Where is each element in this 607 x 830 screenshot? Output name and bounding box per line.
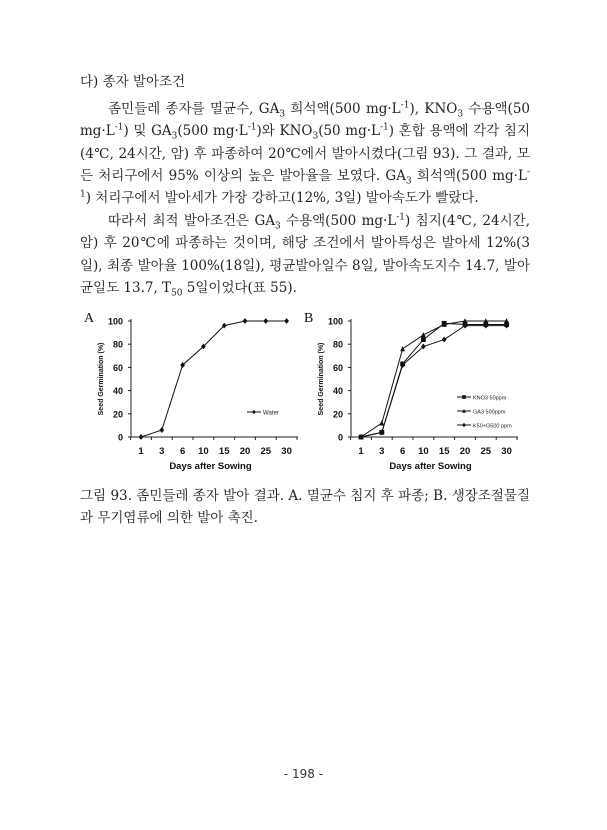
- figure-caption: 그림 93. 좀민들레 종자 발아 결과. A. 멸균수 침지 후 파종; B. 생장조절물질과 무기염류에 의한 발아 촉진.: [80, 488, 530, 526]
- y-axis-title: Seed Germination (%): [98, 342, 105, 416]
- y-tick-label: 80: [112, 339, 123, 350]
- diamond-marker: [263, 318, 268, 324]
- diamond-marker: [284, 318, 289, 324]
- x-tick-label: 10: [198, 446, 209, 457]
- y-tick-label: 0: [117, 432, 123, 443]
- series-line: [141, 321, 287, 437]
- x-tick-label: 3: [379, 446, 385, 457]
- x-tick-label: 15: [438, 446, 450, 457]
- y-tick-label: 40: [112, 386, 123, 397]
- x-tick-label: 1: [358, 446, 364, 457]
- y-axis-title: Seed Germination (%): [318, 342, 325, 416]
- series-line: [361, 321, 507, 437]
- y-tick-label: 80: [332, 339, 343, 350]
- section-heading: 다) 종자 발아조건: [80, 74, 186, 90]
- diamond-marker: [159, 427, 164, 433]
- diamond-marker: [442, 337, 447, 343]
- y-tick-label: 0: [337, 432, 343, 443]
- x-tick-label: 3: [159, 446, 165, 457]
- panel-label: A: [84, 311, 95, 326]
- y-tick-label: 40: [332, 386, 343, 397]
- x-tick-label: 20: [459, 446, 471, 457]
- x-tick-label: 25: [260, 446, 272, 457]
- diamond-marker: [462, 423, 466, 428]
- x-tick-label: 6: [399, 446, 406, 457]
- x-tick-label: 15: [218, 446, 230, 457]
- chart-b-plot: [300, 305, 525, 475]
- diamond-marker: [252, 410, 256, 415]
- x-tick-label: 25: [480, 446, 492, 457]
- panel-label: B: [304, 311, 314, 326]
- square-marker: [462, 395, 466, 399]
- x-axis-title: Days after Sowing: [389, 461, 472, 472]
- square-marker: [421, 337, 426, 342]
- x-tick-label: 30: [281, 446, 292, 457]
- y-tick-label: 20: [112, 409, 123, 420]
- x-tick-label: 20: [239, 446, 251, 457]
- x-tick-label: 1: [138, 446, 144, 457]
- legend-label: GA3 500ppm: [473, 409, 506, 416]
- chart-a: [80, 305, 300, 475]
- triangle-marker: [379, 420, 384, 425]
- legend-label: K50+G500 ppm: [473, 423, 512, 430]
- legend-label: Water: [263, 410, 279, 417]
- diamond-marker: [243, 318, 248, 324]
- diamond-marker: [139, 434, 144, 440]
- legend-label: KNO3 50ppm: [473, 395, 507, 402]
- paragraph-optimal-conditions: 따라서 최적 발아조건은 $GA_3$ 수용액(500 $mg\cdot L^{-1}$) 침지(4℃, 24시간, 암) 후 20℃에 파종하는 것이며, 해당 조건에서 발아특성은 발아세 12%(3일), 최종 발아율 100%(18일), 평균발아일수 8일, 발아속도지수 14.7, 발아균일도 13.7, $T_{50}$ 5일이었다(표 55).: [80, 212, 530, 299]
- triangle-marker: [400, 346, 405, 351]
- x-tick-label: 10: [418, 446, 429, 457]
- y-tick-label: 20: [332, 409, 343, 420]
- chart-a-plot: [80, 305, 300, 475]
- chart-b: [300, 305, 525, 475]
- y-tick-label: 60: [332, 362, 343, 373]
- y-tick-label: 60: [112, 362, 123, 373]
- x-axis-title: Days after Sowing: [169, 461, 252, 472]
- x-tick-label: 6: [179, 446, 186, 457]
- page-number: - 198 -: [283, 767, 324, 781]
- triangle-marker: [421, 332, 426, 337]
- y-tick-label: 100: [107, 316, 123, 327]
- y-tick-label: 100: [327, 316, 343, 327]
- paragraph-germination-results: 좀민들레 종자를 멸균수, $GA_3$ 희석액(500 $mg\cdot L^{-1}$), $KNO_3$ 수용액(50 $mg\cdot L^{-1}$) 및 $GA_3(500$ $mg\cdot L^{-1}$)와 $KNO_3(50$ $mg\cdot L^{-1}$) 혼합 용액에 각각 침지(4℃, 24시간, 암) 후 파종하여 20℃에서 발아시켰다(그림 93). 그 결과, 모든 처리구에서 95% 이상의 높은 발아율을 보였다. $GA_3$ 희석액(500 $mg\cdot L^{-1}$) 처리구에서 발아세가 가장 강하고(12%, 3일) 발아속도가 빨랐다.: [80, 100, 530, 207]
- x-tick-label: 30: [501, 446, 512, 457]
